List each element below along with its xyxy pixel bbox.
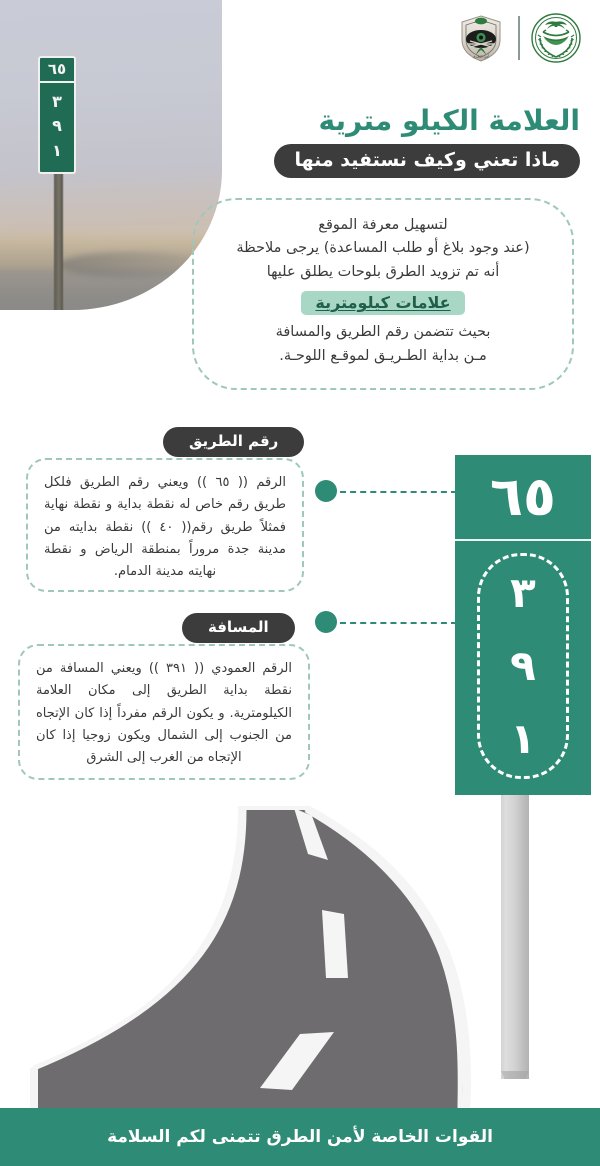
svg-text:أمن الطرق: أمن الطرق (472, 54, 490, 59)
kilometric-marks-highlight: علامات كيلومترية (301, 291, 464, 315)
photo-sign-digit-1: ٣ (52, 91, 62, 111)
photo-sign-digit-2: ٩ (52, 116, 62, 135)
intro-highlight-row (220, 291, 546, 315)
sign-digit-2: ٩ (510, 640, 536, 690)
road-illustration (0, 792, 600, 1110)
intro-line-3: أنه تم تزويد الطرق بلوحات يطلق عليها (266, 263, 500, 280)
connector-line-road-number (340, 491, 457, 493)
sign-digit-3: ١ (510, 713, 536, 763)
intro-line-2: (عند وجود بلاغ أو طلب المساعدة) يرجى ملاحظة (236, 240, 530, 257)
sign-digit-1: ٣ (510, 568, 536, 618)
footer-message: القوات الخاصة لأمن الطرق تتمنى لكم السلامة (107, 1127, 493, 1147)
sign-road-number: ٦٥ (490, 465, 556, 528)
section-label-road-number: رقم الطريق (163, 427, 304, 457)
special-forces-road-security-emblem (454, 12, 508, 64)
footer-bar (0, 1108, 600, 1166)
sign-distance-panel (455, 541, 591, 795)
photo-sign-distance (40, 83, 74, 172)
header-logos (454, 12, 582, 64)
ministry-of-interior-emblem (530, 12, 582, 64)
page-title: العلامة الكيلو مترية (318, 104, 580, 137)
section-body-distance: الرقم العمودي (( ٣٩١ )) ويعني المسافة من نقطة بداية الطريق إلى مكان العلامة الكيلومترية. و يكون الرقم مفرداً إذا كان الإتجاه من الجنوب إلى الشمال ويكون زوجيا إذا كان الإتجاه من الغرب إلى الشرق (36, 661, 292, 766)
logo-divider (518, 16, 520, 60)
photo-sign-digit-3: ١ (52, 140, 62, 160)
intro-line-5: مـن بداية الطـريـق لموقـع اللوحـة. (279, 347, 487, 364)
connector-line-distance (340, 622, 457, 624)
photo-sign-pole (54, 172, 63, 310)
section-card-road-number (26, 458, 304, 592)
photo-distant-road (58, 252, 208, 278)
section-card-distance (18, 644, 310, 780)
photo-sign-road-number: ٦٥ (40, 58, 74, 83)
connector-dot-distance (315, 611, 337, 633)
photo-sign-board (38, 56, 76, 174)
connector-dot-road-number (315, 480, 337, 502)
intro-card (192, 198, 574, 390)
title-block (240, 104, 580, 178)
section-label-distance: المسافة (182, 613, 295, 643)
intro-line-4: بحيث تتضمن رقم الطريق والمسافة (275, 324, 491, 341)
section-body-road-number: الرقم (( ٦٥ )) ويعني رقم الطريق فلكل طريق رقم خاص له نقطة بداية و نقطة نهاية فمثلاً طريق رقم(( ٤٠ )) نقطة بدايته من مدينة جدة مروراً بمنطقة الرياض و نقطة نهايته مدينة الدمام. (44, 475, 286, 580)
kilometer-marker-photo (0, 0, 222, 310)
road-svg (0, 792, 600, 1110)
sign-distance-digits (455, 557, 591, 775)
kilometer-sign-graphic (455, 455, 591, 795)
intro-line-1: لتسهيل معرفة الموقع (318, 217, 448, 233)
road-asphalt (38, 810, 463, 1110)
page-subtitle: ماذا تعني وكيف نستفيد منها (274, 144, 580, 178)
